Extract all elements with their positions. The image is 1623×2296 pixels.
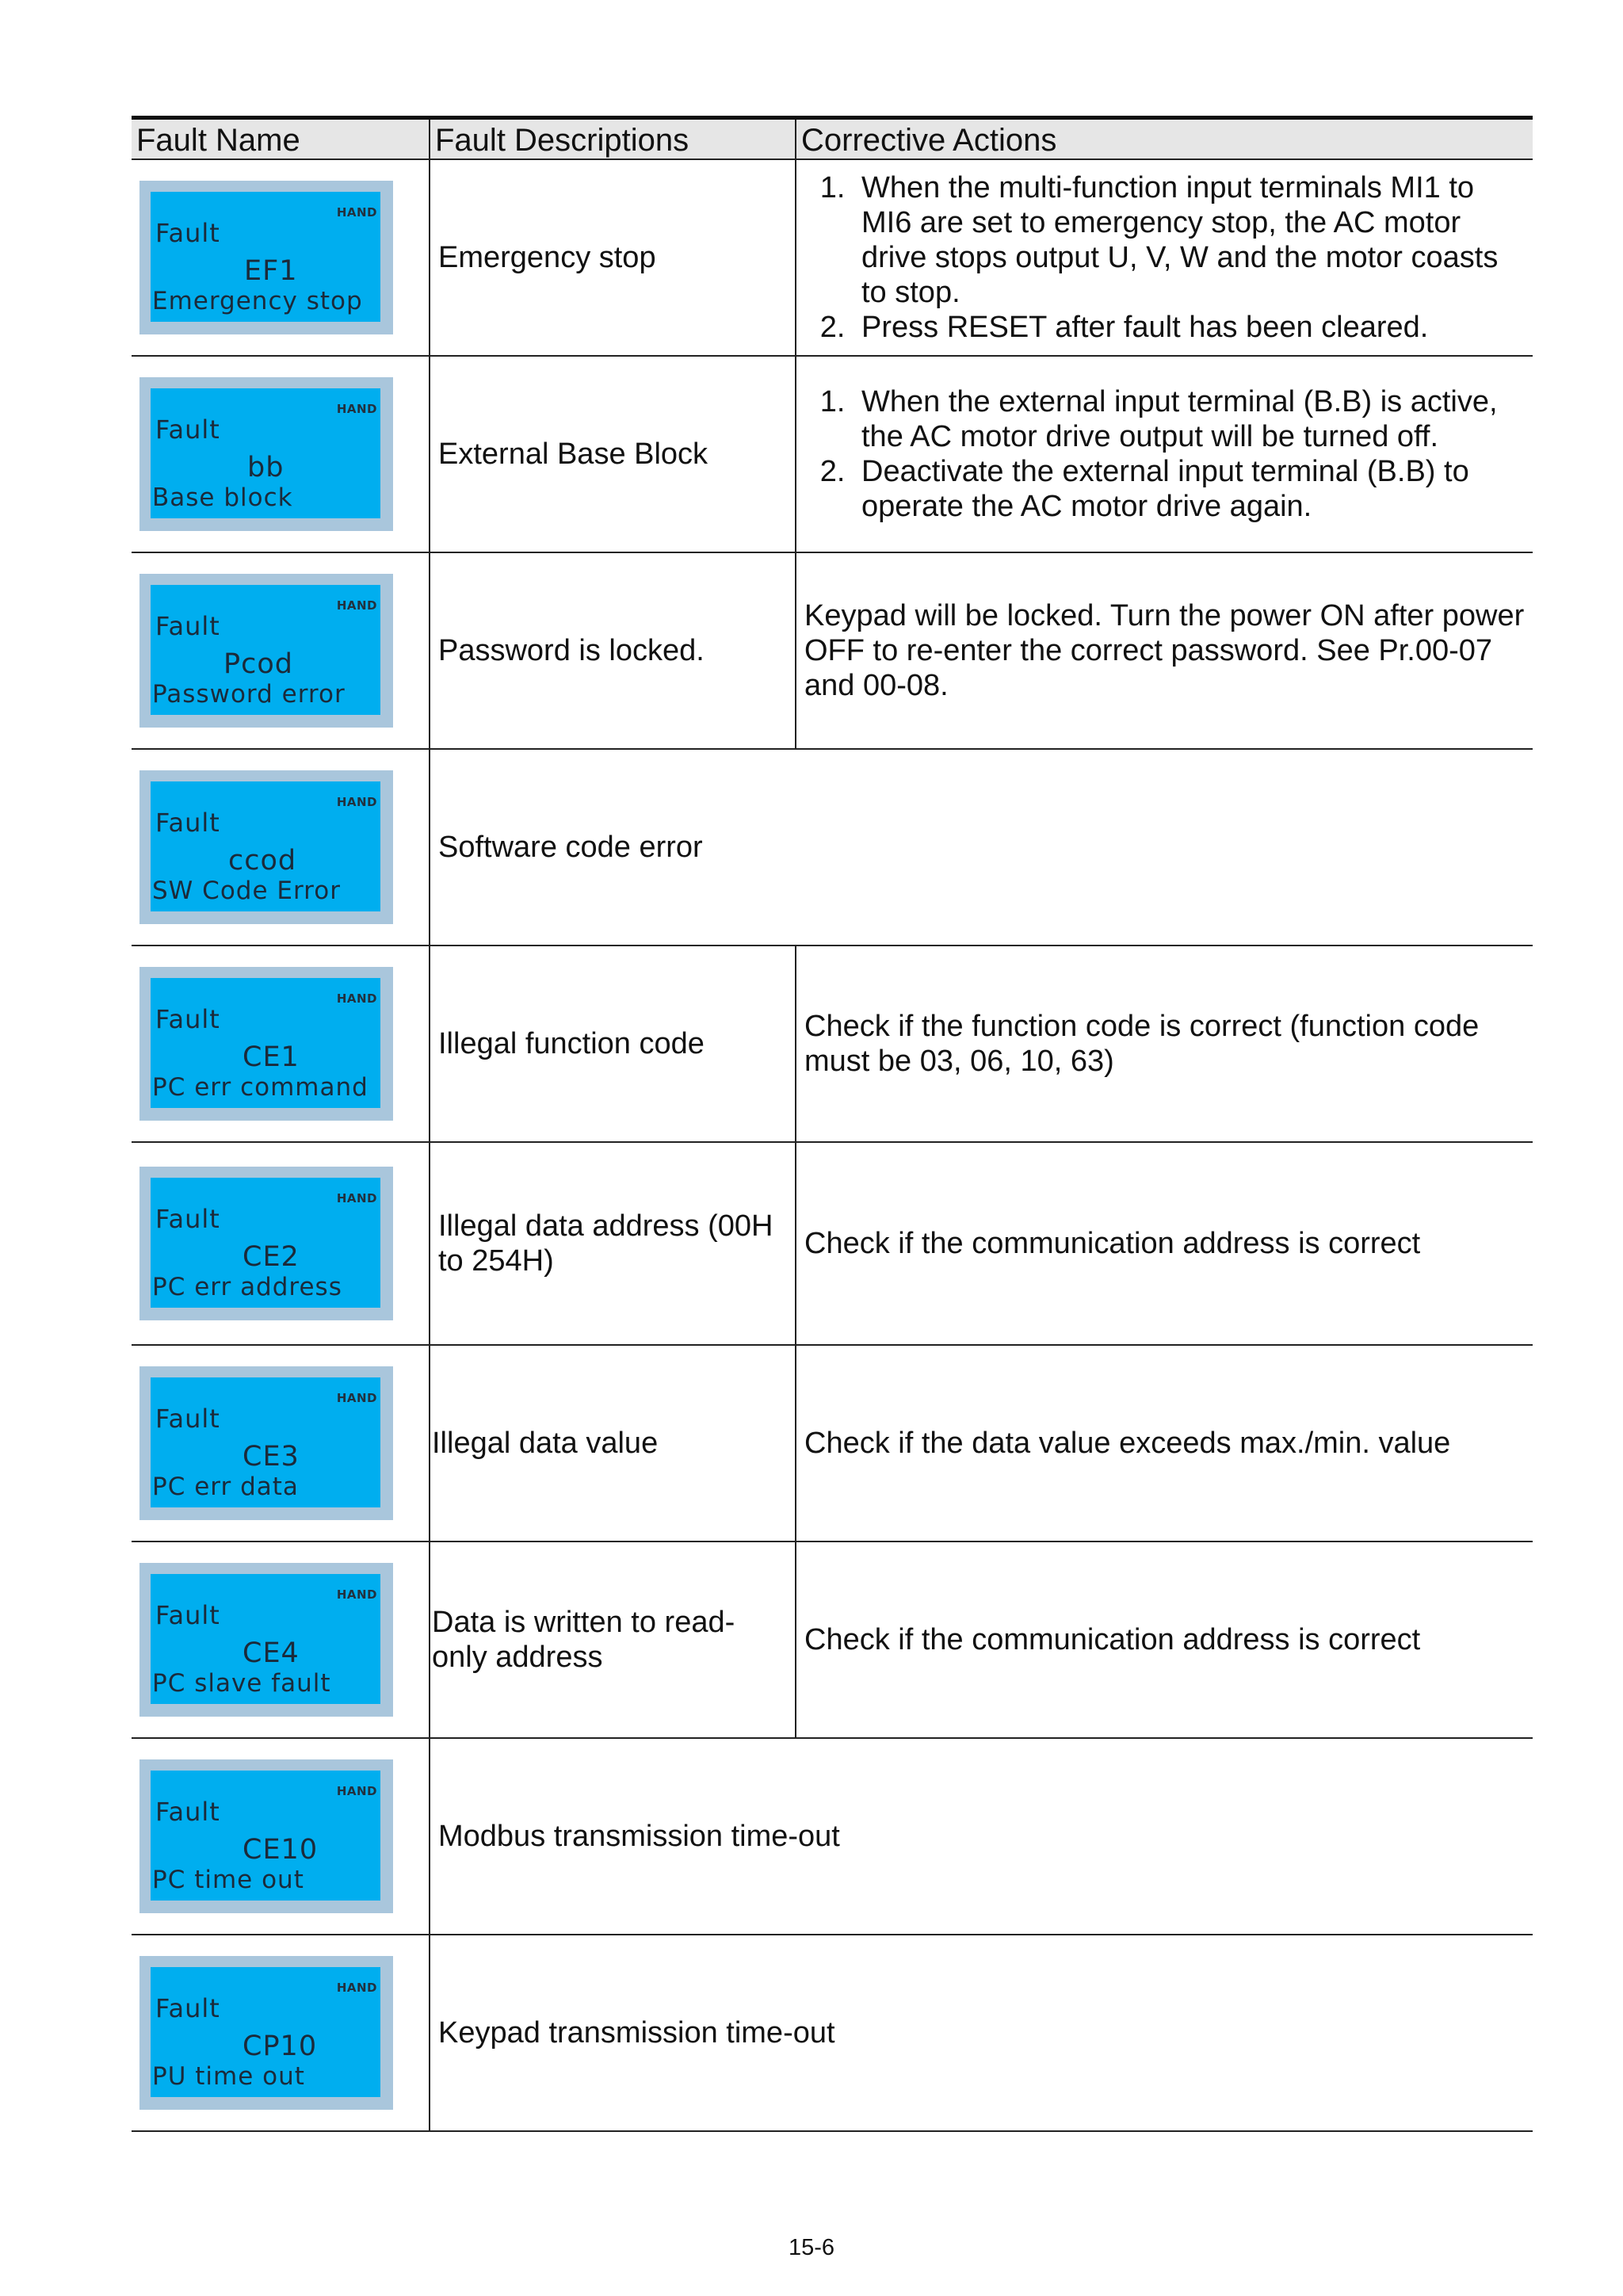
lcd-fault-desc: Base block: [152, 483, 293, 512]
table-row: [132, 1345, 1533, 1541]
lcd-screen: [151, 1377, 380, 1507]
lcd-hand-indicator: HAND: [336, 1981, 377, 1995]
lcd-fault-code: CE2: [242, 1241, 300, 1273]
lcd-screen: [151, 978, 380, 1108]
lcd-hand-indicator: HAND: [336, 598, 377, 613]
fault-name-cell: [132, 1142, 430, 1345]
lcd-fault-desc: PC time out: [152, 1866, 304, 1894]
lcd-fault-desc: PC err data: [152, 1473, 299, 1501]
lcd-screen: [151, 1967, 380, 2097]
table-row: [132, 159, 1533, 356]
table-row: [132, 1935, 1533, 2131]
lcd-fault-desc: Emergency stop: [152, 287, 363, 315]
lcd-hand-indicator: HAND: [336, 991, 377, 1006]
fault-description: Password is locked.: [430, 552, 796, 749]
action-list: [804, 170, 1525, 345]
lcd-hand-indicator: HAND: [336, 795, 377, 809]
lcd-panel: [139, 1759, 393, 1913]
lcd-fault-code: EF1: [244, 255, 298, 287]
fault-description: Software code error: [430, 749, 1533, 946]
lcd-fault-desc: PC err command: [152, 1073, 369, 1102]
lcd-fault-code: CE10: [242, 1834, 319, 1866]
lcd-fault-label: Fault: [155, 1404, 220, 1434]
corrective-action: Check if the communication address is correct: [796, 1142, 1533, 1345]
action-list: [804, 384, 1525, 524]
corrective-action: Check if the data value exceeds max./min. value: [796, 1345, 1533, 1541]
lcd-fault-code: Pcod: [223, 648, 293, 680]
lcd-hand-indicator: HAND: [336, 402, 377, 416]
action-step: 1. When the multi-function input terminals MI1 to MI6 are set to emergency stop, the AC motor drive stops output U, V, W and the motor coasts to stop.: [854, 170, 1525, 310]
table-row: [132, 552, 1533, 749]
fault-description: Illegal function code: [430, 946, 796, 1142]
lcd-panel: [139, 181, 393, 334]
table-row: [132, 1541, 1533, 1738]
fault-name-cell: [132, 1541, 430, 1738]
corrective-action: Check if the communication address is correct: [796, 1541, 1533, 1738]
fault-description: Illegal data address (00H to 254H): [430, 1142, 796, 1345]
action-step: 1. When the external input terminal (B.B) is active, the AC motor drive output will be turned off.: [854, 384, 1525, 454]
lcd-screen: [151, 781, 380, 911]
action-step: 2. Deactivate the external input terminal (B.B) to operate the AC motor drive again.: [854, 454, 1525, 524]
corrective-action: Check if the function code is correct (function code must be 03, 06, 10, 63): [796, 946, 1533, 1142]
table-row: [132, 1738, 1533, 1935]
fault-description: Data is written to read-only address: [430, 1541, 796, 1738]
lcd-fault-desc: PC slave fault: [152, 1669, 331, 1698]
fault-name-cell: [132, 1738, 430, 1935]
lcd-fault-desc: Password error: [152, 680, 346, 709]
table-row: [132, 1142, 1533, 1345]
fault-name-cell: [132, 749, 430, 946]
lcd-panel: [139, 1956, 393, 2110]
lcd-fault-label: Fault: [155, 218, 220, 248]
lcd-screen: [151, 388, 380, 518]
lcd-screen: [151, 1178, 380, 1308]
lcd-fault-desc: PC err address: [152, 1273, 342, 1301]
table-row: [132, 356, 1533, 552]
lcd-panel: [139, 377, 393, 531]
lcd-panel: [139, 770, 393, 924]
fault-name-cell: [132, 356, 430, 552]
lcd-fault-label: Fault: [155, 415, 220, 445]
header-fault-name: Fault Name: [132, 118, 430, 160]
corrective-action: [796, 159, 1533, 356]
lcd-hand-indicator: HAND: [336, 1391, 377, 1405]
lcd-fault-code: CP10: [242, 2030, 318, 2062]
lcd-fault-label: Fault: [155, 1204, 220, 1234]
lcd-fault-desc: SW Code Error: [152, 877, 341, 905]
lcd-screen: [151, 585, 380, 715]
fault-description: External Base Block: [430, 356, 796, 552]
page-number: 15-6: [788, 2235, 835, 2260]
fault-description: Illegal data value: [430, 1345, 796, 1541]
lcd-panel: [139, 1366, 393, 1520]
lcd-fault-code: CE3: [242, 1441, 300, 1473]
fault-name-cell: [132, 1345, 430, 1541]
lcd-panel: [139, 1167, 393, 1320]
fault-name-cell: [132, 159, 430, 356]
corrective-action: Keypad will be locked. Turn the power ON after power OFF to re-enter the correct password. See Pr.00-07 and 00-08.: [796, 552, 1533, 749]
lcd-screen: [151, 1574, 380, 1704]
lcd-hand-indicator: HAND: [336, 205, 377, 220]
lcd-fault-label: Fault: [155, 611, 220, 641]
fault-description: Emergency stop: [430, 159, 796, 356]
lcd-fault-code: CE1: [242, 1041, 300, 1073]
fault-name-cell: [132, 1935, 430, 2131]
lcd-panel: [139, 574, 393, 728]
lcd-fault-desc: PU time out: [152, 2062, 305, 2091]
lcd-fault-code: CE4: [242, 1637, 300, 1669]
lcd-hand-indicator: HAND: [336, 1191, 377, 1205]
action-step: 2. Press RESET after fault has been cleared.: [854, 310, 1525, 345]
lcd-panel: [139, 1563, 393, 1717]
lcd-hand-indicator: HAND: [336, 1587, 377, 1602]
lcd-fault-label: Fault: [155, 1004, 220, 1034]
table-row: [132, 749, 1533, 946]
lcd-fault-label: Fault: [155, 1600, 220, 1630]
lcd-hand-indicator: HAND: [336, 1784, 377, 1798]
header-row: [132, 118, 1533, 160]
lcd-panel: [139, 967, 393, 1121]
lcd-fault-code: bb: [247, 452, 285, 483]
header-corrective-actions: Corrective Actions: [796, 118, 1533, 160]
lcd-screen: [151, 1771, 380, 1901]
lcd-screen: [151, 192, 380, 322]
fault-table: [132, 116, 1533, 2132]
fault-name-cell: [132, 552, 430, 749]
lcd-fault-label: Fault: [155, 1993, 220, 2023]
fault-description: Keypad transmission time-out: [430, 1935, 1533, 2131]
table-row: [132, 946, 1533, 1142]
lcd-fault-label: Fault: [155, 808, 220, 838]
lcd-fault-label: Fault: [155, 1797, 220, 1827]
header-fault-descriptions: Fault Descriptions: [430, 118, 796, 160]
fault-description: Modbus transmission time-out: [430, 1738, 1533, 1935]
fault-name-cell: [132, 946, 430, 1142]
lcd-fault-code: ccod: [228, 845, 297, 877]
corrective-action: [796, 356, 1533, 552]
